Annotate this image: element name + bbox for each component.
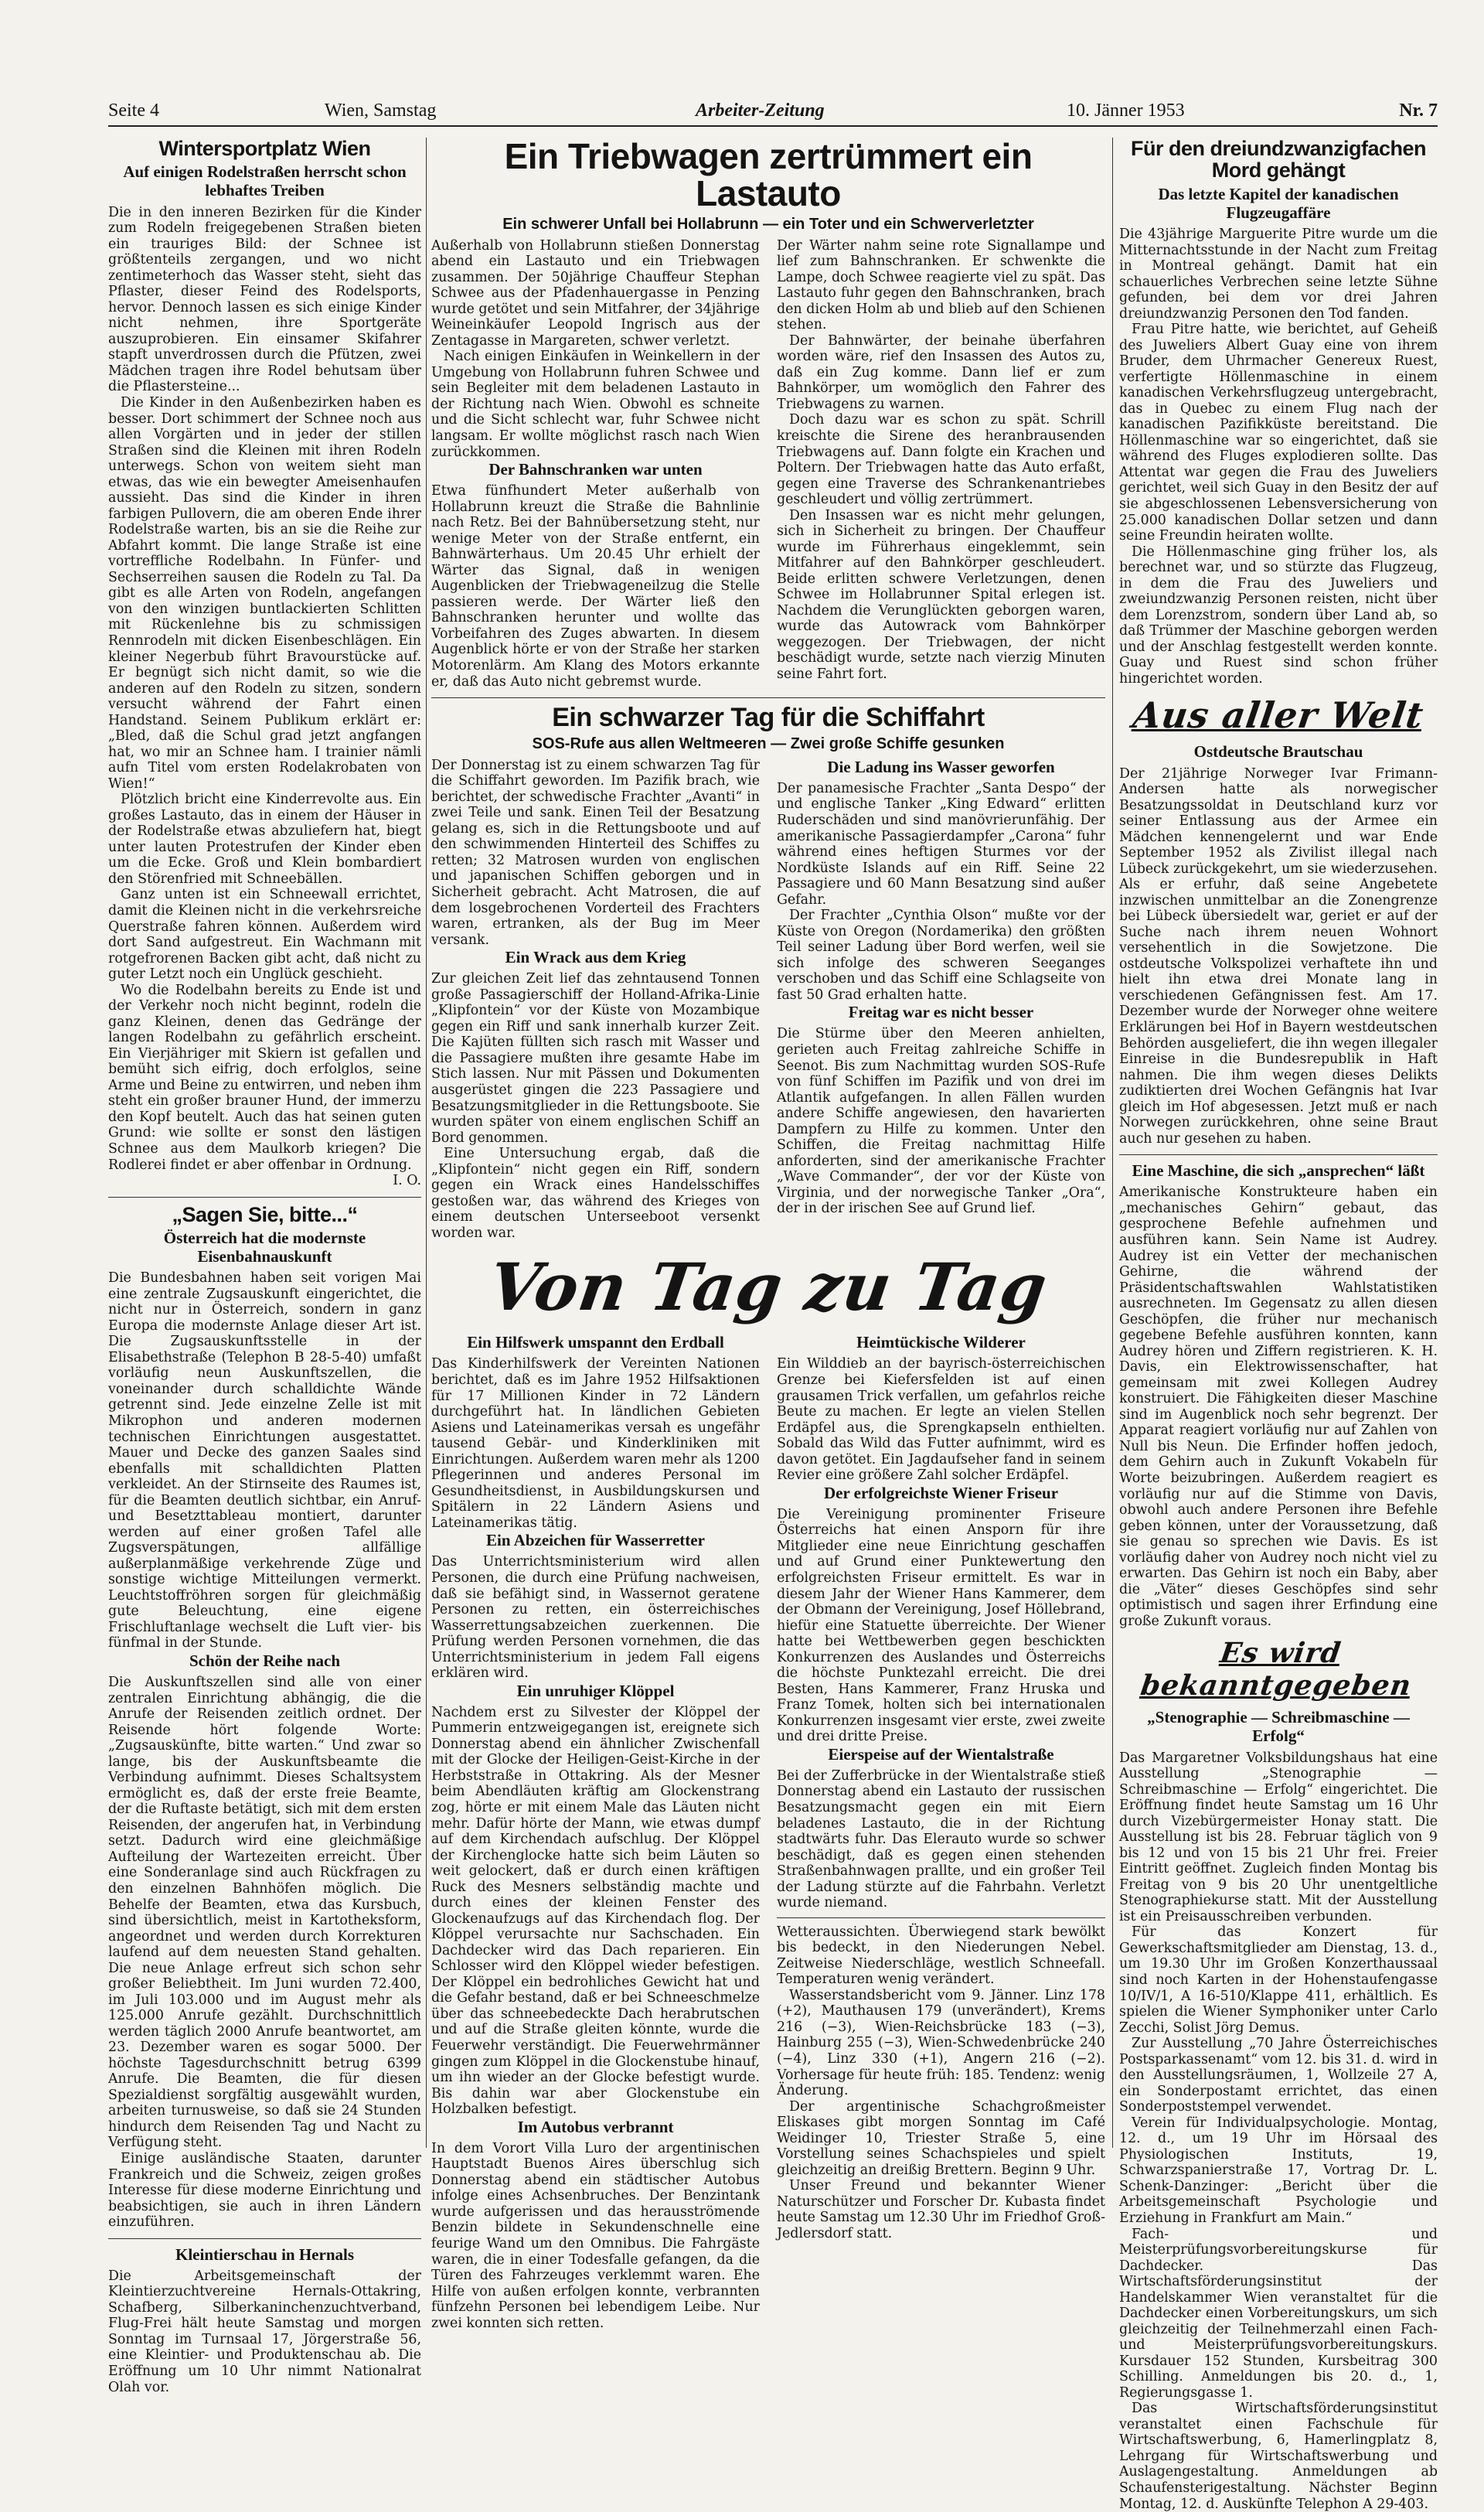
paragraph: Die Auskunftszellen sind alle von einer zentralen Einrichtung abhängig, die die Anrufe der Reisenden zeitlich ordnet. Der Reisende hört folgende Worte: „Zugsauskünfte, bitte warten.“ Und zwar so lange, bis der Auskunftsbeamte die Verbindung aufnimmt. Dieses Schaltsystem ermöglicht es, daß der erste freie Beamte, der die Ruftaste betätigt, sich mit dem ersten Reisenden, der angerufen hat, in Verbindung setzt. Dadurch wird eine gleichmäßige Aufteilung der Wartezeiten erreicht. Über eine Sonderanlage sind auch Rückfragen zu den einzelnen Bahnhöfen möglich. Die Behelfe der Beamten, etwa das Kursbuch, sind übersichtlich, meist in Kartotheksform, angeordnet und werden durch Korrekturen laufend auf dem neuesten Stand gehalten. Die neue Anlage erfreut sich schon sehr großer Beliebtheit. Im Juni wurden 72.400, im Juli 103.000 und im August mehr als 125.000 Anrufe gezählt. Durchschnittlich werden täglich 2000 Anrufe beantwortet, am 23. Dezember waren es sogar 5000. Der höchste Tagesdurchschnitt betrug 6399 Anrufe. Die Beamten, die für diesen Spezialdienst sorgfältig ausgewählt wurden, arbeiten turnusweise, so daß sie 24 Stunden hindurch dem Reisenden Tag und Nacht zu Verfügung steht. — [108, 1675, 421, 2151]
paragraph: Der Donnerstag ist zu einem schwarzen Tag für die Schiffahrt geworden. Im Pazifik brach, wie berichtet, der schwedische Frachter „Avanti“ in zwei Teile und sank. Einen Teil der Besatzung gelang es, sich in die Rettungsboote und auf den schwimmenden Hinterteil des Schiffes zu retten; 32 Matrosen wurden von englischen und japanischen Schiffen geborgen und in Sicherheit gebracht. Acht Matrosen, die auf dem losgebrochenen Vorderteil des Frachters waren, ertranken, als der Bug im Meer versank. — [431, 757, 760, 948]
headline: Ostdeutsche Brautschau — [1193, 742, 1363, 762]
page-number: Seite 4 — [108, 101, 159, 121]
paragraph: Fach- und Meisterprüfungsvorbereitungskurse für Dachdecker. Das Wirtschaftsförderungsinstitut der Handelskammer Wien veranstaltet für die Dachdecker einen Vorbereitungskurs, um sich gleichzeitig der Teilnehmerzahl einen Fach- und Meisterprüfungsvorbereitungskurs. Kursdauer 152 Stunden, Kursbeitrag 300 Schilling. Anmeldungen bis 20. d., 1, Regierungsgasse 1. — [1119, 2226, 1438, 2401]
paragraph: Ein Wilddieb an der bayrisch-österreichischen Grenze bei Kiefersfelden ist auf einen grausamen Trick verfallen, um gefahrlos reiche Beute zu machen. Er legte an vielen Stellen Erdäpfel aus, die Sprengkapseln enthielten. Sobald das Wild das Futter aufnimmt, wird es davon getötet. Ein Jagdaufseher fand in seinem Revier eine größere Zahl solcher Erdäpfel. — [777, 1356, 1105, 1484]
paragraph: Das Wirtschaftsförderungsinstitut veranstaltet einen Fachschule für Wirtschaftswerbung, 6, Hamerlingplatz 8, Lehrgang für Wirtschaftswerbung und Auslagengestaltung. Anmeldungen ab Schaufensterigestaltung. Nächster Beginn Montag, 12. d. Auskünfte Telephon A 29-403. — [1119, 2401, 1438, 2512]
paragraph: Verein für Individualpsychologie. Montag, 12. d., um 19 Uhr im Hörsaal des Physiologischen Instituts, 19, Schwarzspanierstraße 17, Vortrag Dr. L. Schenk-Danzinger: „Bericht über die Arbeitsgemeinschaft Psychologie und Erziehung in Frankfurt am Main.“ — [1119, 2115, 1438, 2226]
column-divider — [426, 138, 427, 2148]
paragraph: Wo die Rodelbahn bereits zu Ende ist und der Verkehr noch nicht beginnt, rodeln die ganz Kleinen, denen das Gedränge der langen Rodelbahn zu gefährlich erscheint. Ein Vierjähriger mit Skiern ist gefallen und bemüht sich eifrig, doch erfolglos, seine Arme und Beine zu entwirren, und neben ihm steht ein großer brauner Hund, der immerzu den Kopf beutelt. Auch das hat seinen guten Grund: wie sollte er sonst den lästigen Schnee aus dem Maulkorb kriegen? Die Rodlerei findet er aber offenbar in Ordnung. — [108, 982, 421, 1173]
paragraph: Der Frachter „Cynthia Olson“ mußte vor der Küste von Oregon (Nordamerika) den größten Teil seiner Ladung über Bord werfen, weil sie sich infolge des schweren Seeganges verschoben und das Schiff eine Schlagseite von fast 50 Grad erhalten hatte. — [777, 908, 1105, 1003]
subheadline: Auf einigen Rodelstraßen herrscht schon lebhaftes Treiben — [123, 162, 407, 200]
article-sagen-sie-bitte — [108, 1204, 421, 2231]
headline: Heimtückische Wilderer — [856, 1333, 1026, 1352]
paragraph: Außerhalb von Hollabrunn stießen Donnerstag abend ein Lastauto und ein Triebwagen zusammen. Der 50jährige Chauffeur Stephan Schwee aus der Pfadenhauergasse in Penzing wurde getötet und sein Mitfahrer, der 34jährige Weineinkäufer Leopold Ingrisch aus der Zentagasse in Margareten, schwer verletzt. — [431, 237, 760, 349]
paragraph: Amerikanische Konstrukteure haben ein „mechanisches Gehirn“ gebaut, das gesprochene Befehle aufnehmen und ausführen kann. Sein Name ist Audrey. Audrey ist ein Vetter der mechanischen Gehirne, die während der Präsidentschaftswahlen Wahlstatistiken ausrechneten. Im Gegensatz zu allen diesen Geschöpfen, die früher nur mechanisch gegebene Befehle ausführen konnten, kann Audrey hören und Ziffern registrieren. K. H. Davis, ein Elektrowissenschafter, hat gemeinsam mit zwei Kollegen Audrey konstruiert. Die Fähigkeiten dieser Maschine sind im Augenblick noch sehr begrenzt. Der Apparat reagiert vorläufig nur auf Zahlen von Null bis Neun. Die Erfinder hoffen jedoch, dem Gehirn auch in Zukunft Vokabeln für Worte beizubringen. Außerdem reagiert es vorläufig nur auf die Stimme von Davis, obwohl auch andere Personen ihre Befehle geben können, unter der Voraussetzung, daß sie genau so sprechen wie Davis. Es ist vorläufig daher von Audrey noch nicht viel zu erwarten. Das Gehirn ist noch ein Baby, aber die „Väter“ dieses Geschöpfes sind sehr optimistisch und sagen ihrer Erfindung eine große Zukunft voraus. — [1119, 1184, 1438, 1629]
headline: Ein Hilfswerk umspannt den Erdball — [467, 1333, 724, 1352]
paragraph: Das Margaretner Volksbildungshaus hat eine Ausstellung „Stenographie — Schreibmaschine — Erfolg“ eingerichtet. Die Eröffnung findet heute Samstag um 16 Uhr durch Vizebürgermeister Honay statt. Die Ausstellung ist bis 28. Februar täglich von 9 bis 12 und von 15 bis 21 Uhr frei. Freier Eintritt geöffnet. Zugleich finden Montag bis Freitag von 9 bis 20 Uhr unentgeltliche Stenographiekurse statt. Mit der Ausstellung ist ein Preisausschreiben verbunden. — [1119, 1750, 1438, 1924]
paragraph: Zur Ausstellung „70 Jahre Österreichisches Postsparkassenamt“ vom 12. bis 31. d. wird in den Ausstellungsräumen, 1, Wollzeile 27 A, ein Sonderpostamt errichtet, das einen Sonderpoststempel verwendet. — [1119, 2036, 1438, 2115]
paragraph: Eine Untersuchung ergab, daß die „Klipfontein“ nicht gegen ein Riff, sondern gegen ein Wrack eines Handelsschiffes gestoßen war, das während des Krieges von einem deutschen Unterseeboot versenkt worden war. — [431, 1146, 760, 1241]
paragraph: Der Wärter nahm seine rote Signallampe und lief zum Bahnschranken. Er schwenkte die Lampe, doch Schwee reagierte viel zu spät. Das Lastauto fuhr gegen den Bahnschranken, brach den dicken Holm ab und blieb auf den Schienen stehen. — [777, 237, 1105, 333]
signature: I. O. — [393, 1173, 421, 1189]
headline: „Sagen Sie, bitte...“ — [172, 1202, 358, 1226]
paragraph: Der Bahnwärter, der beinahe überfahren worden wäre, rief den Insassen des Autos zu, daß ein Zug komme. Dann lief er zum Bahnkörper, um womöglich den Fahrer des Triebwagens zu warnen. — [777, 332, 1105, 412]
water-level-report: Wasserstandsbericht vom 9. Jänner. Linz 178 (+2), Mauthausen 179 (unverändert), Krems 216 (−3), Wien-Reichsbrücke 183 (−3), Hainburg 255 (−3), Wien-Schwedenbrücke 240 (−4), Linz 330 (+1), Angern 216 (−2). Vorhersage für heute früh: 185. Tendenz: wenig Änderung. — [777, 1987, 1105, 2099]
paragraph: Doch dazu war es schon zu spät. Schrill kreischte die Sirene des heranbrausenden Triebwagens auf. Dann folgte ein Krachen und Poltern. Der Triebwagen hatte das Auto erfaßt, gegen eine Traverse des Schrankenantriebes geschleudert und völlig zertrümmert. — [777, 412, 1105, 508]
dateline-city: Wien, Samstag — [325, 101, 437, 121]
paragraph: Plötzlich bricht eine Kinderrevolte aus. Ein großes Lastauto, das in einem der Häuser in der Rodelstraße etwas abzuliefern hat, biegt unter lauten Protestrufen der Kinder eben um die Ecke. Groß und Klein bombardiert den Störenfried mit Schneebällen. — [108, 792, 421, 887]
paragraph: Die Bundesbahnen haben seit vorigen Mai eine zentrale Zugsauskunft eingerichtet, die nicht nur in Österreich, sondern in ganz Europa die modernste Anlage dieser Art ist. Die Zugsauskunftsstelle in der Elisabethstraße (Telephon B 28-5-40) umfaßt vorläufig neun Auskunftszellen, die voneinander durch schalldichte Wände getrennt sind. Jede einzelne Zelle ist mit Mikrophon und anderen modernen technischen Einrichtungen ausgestattet. Mauer und Decke des ganzen Saales sind ebenfalls mit schalldichten Platten verkleidet. An der Stirnseite des Raumes ist, für die Beamten deutlich sichtbar, ein Anruf- und Besetzttableau montiert, darunter werden auf einer großen Tafel alle Zugsverspätungen, allfällige außerplanmäßige verkehrende Züge und sonstige wichtige Mitteilungen vermerkt. Leuchtstoffröhren sorgen für gleichmäßig gute Beleuchtung, eine eigene Frischluftanlage wechselt die Luft vier- bis fünfmal in der Stunde. — [108, 1270, 421, 1651]
headline: Ein unruhiger Klöppel — [516, 1681, 675, 1700]
headline: Wintersportplatz Wien — [158, 137, 371, 160]
article-schiffahrt — [431, 704, 1105, 1241]
article-kleintierschau — [108, 2245, 421, 2395]
paragraph: Den Insassen war es nicht mehr gelungen, sich in Sicherheit zu bringen. Der Chauffeur wurde im Führerhaus eingeklemmt, sein Mitfahrer auf den Bahnkörper geschleudert. Beide erlitten schwere Verletzungen, denen Schwee im Hollabrunner Spital erlegen ist. Nachdem die Verunglückten geborgen waren, wurde das Autowrack vom Bahnkörper weggezogen. Der Triebwagen, der nicht beschädigt wurde, setzte nach vierzig Minuten seine Fahrt fort. — [777, 507, 1105, 682]
paragraph: Einige ausländische Staaten, darunter Frankreich und die Schweiz, zeigen großes Interesse für diese moderne Einrichtung und beabsichtigen, sie auch in ihren Ländern einzuführen. — [108, 2151, 421, 2231]
subheadline: Das letzte Kapitel der kanadischen Flugzeugaffäre — [1158, 184, 1399, 222]
headline: Ein Abzeichen für Wasserretter — [486, 1531, 705, 1550]
section-heading: Ein Wrack aus dem Krieg — [505, 948, 686, 967]
issue-date: 10. Jänner 1953 — [1067, 101, 1185, 121]
paragraph: In dem Vorort Villa Luro der argentinischen Hauptstadt Buenos Aires überschlug sich Donnerstag abend ein städtischer Autobus infolge eines Achsenbruches. Der Benzintank wurde aufgerissen und das herausströmende Benzin bildete in Sekundenschnelle eine feurige Wand um den Omnibus. Die Fahrgäste waren, die in einer Todesfalle gefangen, da die Türen des Fahrzeuges verklemmt waren. Ehe Hilfe von außen erfolgen konnte, verbrannten fünfzehn Personen bei lebendigem Leibe. Nur zwei konnten sich retten. — [431, 2140, 760, 2331]
article-mord — [1119, 138, 1438, 687]
issue-number: Nr. 7 — [1399, 101, 1438, 121]
headline: Für den dreiundzwanzigfachen Mord gehängt — [1130, 137, 1427, 182]
headline: „Stenographie — Schreibmaschine — Erfolg“ — [1147, 1708, 1410, 1746]
section-von-tag-zu-tag — [431, 1333, 1105, 2331]
section-heading: Schön der Reihe nach — [189, 1651, 341, 1670]
section-banner-aus-aller-welt: Aus aller Welt — [1130, 694, 1427, 737]
section-heading: Freitag war es nicht besser — [848, 1003, 1034, 1022]
section-heading: Die Ladung ins Wasser geworfen — [827, 757, 1055, 776]
paragraph: Etwa fünfhundert Meter außerhalb von Hollabrunn kreuzt die Straße die Bahnlinie nach Retz. Bei der Bahnübersetzung steht, nur wenige Meter von der Straße entfernt, ein Bahnwärterhaus. Um 20.45 Uhr erhielt der Wärter das Signal, daß in wenigen Augenblicken der Triebwageneilzug die Stelle passieren werde. Der Wärter ließ den Bahnschranken herunter und wollte das Vorbeifahren des Zuges abwarten. In diesem Augenblick hörte er von der Straße her starken Motorenlärm. Am Klang des Motors erkannte er, daß das Auto nicht gebremst wurde. — [431, 483, 760, 690]
divider — [1119, 1154, 1438, 1155]
paragraph: Nach einigen Einkäufen in Weinkellern in der Umgebung von Hollabrunn fuhren Schwee und sein Begleiter mit dem beladenen Lastauto in der Richtung nach Wien. Obwohl es schneite und die Sicht schlecht war, fuhr Schwee nicht langsam. Er wollte möglichst rasch nach Wien zurückkommen. — [431, 349, 760, 460]
headline: Im Autobus verbrannt — [517, 2117, 674, 2136]
article-brautschau — [1119, 742, 1438, 1147]
headline: Der erfolgreichste Wiener Friseur — [823, 1483, 1059, 1502]
section-banner-bekanntgegeben: Es wird bekanntgegeben — [1139, 1637, 1414, 1703]
paragraph: Die in den inneren Bezirken für die Kinder zum Rodeln freigegebenen Straßen bieten ein trauriges Bild: der Schnee ist größtenteils zergangen, und wo nicht zentimeterhoch das Wasser steht, sieht das Pflaster, dieser Feind des Rodelsports, hervor. Dennoch lassen es sich einige Kinder nicht nehmen, ihre Sportgeräte auszuprobieren. Ein einsamer Skifahrer stapft unverdrossen durch die Pfützen, zwei Mädchen tragen ihre Rodel behutsam über die Pflastersteine... — [108, 204, 421, 395]
paragraph: Das Unterrichtsministerium wird allen Personen, die durch eine Prüfung nachweisen, daß sie befähigt sind, in Wassernot geratene Personen zu retten, ein österreichisches Wasserrettungsabzeichen zuerkennen. Die Prüfung werden Personen vornehmen, die das Unterrichtsministerium in jedem Fall eigens erklären wird. — [431, 1554, 760, 1682]
newspaper-title: Arbeiter-Zeitung — [696, 101, 825, 121]
paragraph: Die 43jährige Marguerite Pitre wurde um die Mitternachtsstunde in der Nacht zum Freitag in Montreal gehängt. Damit hat ein schauerliches Verbrechen seine letzte Sühne gefunden, bei dem vor drei Jahren dreiundzwanzig Personen den Tod fanden. — [1119, 226, 1438, 322]
article-maschine — [1119, 1161, 1438, 1629]
section-heading: Der Bahnschranken war unten — [488, 460, 703, 479]
headline: Kleintierschau in Hernals — [175, 2244, 354, 2264]
paragraph: Bei der Zufferbrücke in der Wientalstraße stieß Donnerstag abend ein Lastauto der russischen Besatzungsmacht gegen ein mit Eiern beladenes Lastauto, die in der Richtung stadtwärts fuhr. Das Elerauto wurde so schwer beschädigt, daß es gegen einen stehenden Straßenbahnwagen prallte, und ein großer Teil der Ladung stürzte auf die Fahrbahn. Verletzt wurde niemand. — [777, 1767, 1105, 1911]
paragraph: Frau Pitre hatte, wie berichtet, auf Geheiß des Juweliers Albert Guay eine von ihrem Bruder, dem Uhrmacher Genereux Ruest, verfertigte Höllenmaschine in einem kanadischen Verkehrsflugzeug untergebracht, das in Quebec zu einem Flug nach der kanadischen Pazifikküste bereitstand. Die Höllenmaschine war so eingerichtet, daß sie während des Fluges explodieren sollte. Das Attentat war gegen die Frau des Juweliers gerichtet, weil sich Guay in den Besitz der auf sie abgeschlossenen Lebensversicherung von 25.000 kanadischen Dollar setzen und dann seine Freundin heiraten wollte. — [1119, 322, 1438, 544]
paragraph: Für das Konzert für Gewerkschaftsmitglieder am Dienstag, 13. d., um 19.30 Uhr im Großen Konzerthaussaal sind noch Karten in der Hohenstaufengasse 10/IV/1, A 16-510/Klappe 411, erhältlich. Es spielen die Wiener Symphoniker unter Carlo Zecchi, Solist Jörg Demus. — [1119, 1924, 1438, 2036]
headline: Ein schwarzer Tag für die Schiffahrt — [552, 703, 985, 733]
subheadline: Österreich hat die modernste Eisenbahnauskunft — [163, 1228, 366, 1266]
paragraph: Die Höllenmaschine ging früher los, als berechnet war, und so stürzte das Flugzeug, in dem die Frau des Juweliers und zweiundzwanzig Personen reisten, nicht über dem Lorenzstrom, sondern über Land ab, so daß Trümmer der Maschine geborgen werden und der Anschlag festgestellt werden konnte. Guay und Ruest sind schon früher hingerichtet worden. — [1119, 544, 1438, 687]
subheadline: SOS-Rufe aus allen Weltmeeren — Zwei große Schiffe gesunken — [532, 735, 1005, 752]
paragraph: Das Kinderhilfswerk der Vereinten Nationen berichtet, daß es im Jahre 1952 Hilfsaktionen für 17 Millionen Kinder in 72 Ländern durchgeführt hat. In ländlichen Gebieten Asiens und Lateinamerikas versah es ungefähr tausend Gebär- und Kinderkliniken mit Einrichtungen. Außerdem waren mehr als 1200 Pflegerinnen und anderes Personal im Gesundheitsdienst, in Ausbildungskursen und Spitälern in 22 Ländern Asiens und Lateinamerikas tätig. — [431, 1356, 760, 1531]
divider — [108, 2238, 421, 2239]
column-divider — [1112, 138, 1113, 2148]
column-right — [1119, 137, 1438, 2512]
subheadline: Ein schwerer Unfall bei Hollabrunn — ein Toter und ein Schwerverletzter — [502, 215, 1034, 233]
article-triebwagen — [431, 138, 1105, 690]
divider — [431, 697, 1105, 698]
paragraph: Ganz unten ist ein Schneewall errichtet, damit die Kleinen nicht in die verkehrsreiche Querstraße fahren können. Außerdem wird dort Sand aufgestreut. Ein Wachmann mit rotgefrorenen Backen gibt acht, daß nicht zu guter Letzt noch ein Unglück geschieht. — [108, 887, 421, 983]
paragraph: Der 21jährige Norweger Ivar Frimann-Andersen hatte als norwegischer Besatzungssoldat in Deutschland kurz vor seiner Entlassung aus der Armee ein Mädchen kennengelernt und war Ende September 1952 als Zivilist illegal nach Lübeck zurückgekehrt, um sie wiederzusehen. Als er erfuhr, daß seine Angebetete inzwischen unmittelbar an die Zonengrenze bei Lübeck übersiedelt war, geriet er auf der Suche nach ihrem neuen Wohnort versehentlich in die Sowjetzone. Die ostdeutsche Volkspolizei verhaftete ihn und hielt ihn etwa drei Monate lang in verschiedenen Gefängnissen fest. Am 17. Dezember wurde der Norweger ohne weitere Erklärungen bei Hof in Bayern westdeutschen Behörden ausgeliefert, die ihn wegen illegaler Einreise in die Bundesrepublik in Haft nahmen. Die ihm wegen dieses Delikts zudiktierten drei Wochen Gefängnis hat Ivar gleich im Hof abgesessen. Jetzt muß er nach Norwegen zurückkehren, ohne seine Braut auch nur gesehen zu haben. — [1119, 765, 1438, 1147]
column-left — [108, 137, 421, 2395]
paragraph: Die Stürme über den Meeren anhielten, gerieten auch Freitag zahlreiche Schiffe in Seenot. Bis zum Nachmittag wurden SOS-Rufe von fünf Schiffen im Pazifik und von drei im Atlantik aufgefangen. In allen Fällen wurden andere Schiffe angewiesen, den havarierten Dampfern zu Hilfe zu kommen. Unter den Schiffen, die Freitag nachmittag Hilfe anforderten, sind der amerikanische Frachter „Wave Commander“, der vor der Küste von Virginia, und der norwegische Tanker „Ora“, der in der irischen See auf Grund lief. — [777, 1026, 1105, 1217]
headline: Eine Maschine, die sich „ansprechen“ läßt — [1132, 1161, 1425, 1181]
masthead — [108, 99, 1438, 127]
article-wintersport — [108, 138, 421, 1189]
divider — [777, 1917, 1105, 1918]
section-banner-von-tag-zu-tag: Von Tag zu Tag — [484, 1249, 1053, 1326]
paragraph: Die Kinder in den Außenbezirken haben es besser. Dort schimmert der Schnee noch aus allen Vorgärten und in jeder der stillen Straßen sind die Kleinen mit ihren Rodeln unterwegs. Schon von weitem sieht man etwas, das wie ein bewegter Ameisenhaufen aussieht. Das sind die Kinder in ihren farbigen Pullovern, die am oberen Ende ihrer Rodelstraße warten, bis an sie die Reihe zur Abfahrt kommt. Die lange Straße ist eine vortreffliche Rodelbahn. In Fünfer- und Sechserreihen sausen die Rodeln zu Tal. Da gibt es alle Arten von Rodeln, angefangen von den winzigen buntlackierten Schlitten mit Rückenlehne bis zu schmissigen Rennrodeln mit dicken Eisenbeschlägen. Ein kleiner Negerbub führt Bravourstücke auf. Er begnügt sich nicht damit, so wie die anderen auf den Rodeln zu sitzen, sondern versucht während der Fahrt einen Handstand. Seinem Publikum erklärt er: „Bled, daß die Schul grad jetzt angfangen hat, wo mir an Schnee ham. I trainier nämli aufn Titel vom ersten Rodelakrobaten von Wien!“ — [108, 395, 421, 792]
divider — [108, 1197, 421, 1198]
notice: Der argentinische Schachgroßmeister Eliskases gibt morgen Sonntag im Café Weidinger 10, Triester Straße 5, eine Vorstellung seines Schachspieles und spielt gleichzeitig an dreißig Brettern. Beginn 9 Uhr. — [777, 2098, 1105, 2178]
headline: Eierspeise auf der Wientalstraße — [828, 1744, 1054, 1764]
paragraph: Der panamesische Frachter „Santa Despo“ der und englische Tanker „King Edward“ erlitten Ruderschäden und sind manövrierunfähig. Der amerikanische Passagierdampfer „Carona“ fuhr während eines heftigen Sturmes vor der Nordküste Islands auf ein Riff. Seine 22 Passagiere und 60 Mann Besatzung sind außer Gefahr. — [777, 780, 1105, 908]
weather-report: Wetteraussichten. Überwiegend stark bewölkt bis bedeckt, in den Niederungen Nebel. Zeitweise Niederschläge, westlich Schneefall. Temperaturen wenig verändert. — [777, 1924, 1105, 1988]
paragraph: Die Vereinigung prominenter Friseure Österreichs hat einen Ansporn für ihre Mitglieder eine neue Einrichtung geschaffen und auf Grund einer Punktewertung den erfolgreichsten Friseur ermittelt. Es war in diesem Jahr der Wiener Hans Kammerer, dem der Obmann der Vereinigung, Josef Höllebrand, hiefür eine Statuette überreichte. Der Wiener hatte bei Wettbewerben gegen beschickten Konkurrenzen des Auslandes und Österreichs die höchste Punktezahl erreicht. Die drei Besten, Hans Kammerer, Franz Hruska und Franz Tomek, holten sich bei internationalen Konkurrenzen insgesamt vier erste, zwei zweite und drei dritte Preise. — [777, 1506, 1105, 1745]
paragraph: Zur gleichen Zeit lief das zehntausend Tonnen große Passagierschiff der Holland-Afrika-Linie „Klipfontein“ vor der Küste von Mozambique gegen ein Riff und sank innerhalb kurzer Zeit. Die Kajüten füllten sich rasch mit Wasser und die Passagiere mußten ihre gesamte Habe im Stich lassen. Nur mit Pässen und Dokumenten ausgerüstet gingen die 223 Passagiere und Besatzungsmitglieder in die Rettungsboote. Sie wurden später von einem englischen Schiff an Bord genommen. — [431, 971, 760, 1146]
headline: Ein Triebwagen zertrümmert ein Lastauto — [504, 136, 1033, 214]
article-notices — [1119, 1708, 1438, 2512]
notice: Unser Freund und bekannter Wiener Naturschützer und Forscher Dr. Kubasta findet heute Samstag um 12.30 Uhr im Friedhof Groß-Jedlersdorf statt. — [777, 2178, 1105, 2241]
paragraph: Nachdem erst zu Silvester der Klöppel der Pummerin entzweigegangen ist, ereignete sich Donnerstag abend ein ähnlicher Zwischenfall mit der Glocke der Heiligen-Geist-Kirche in der Herbststraße in Ottakring. Als der Mesner beim Abendläuten kräftig am Glockenstrang zog, hörte er mit einem Male das Läuten nicht mehr. Dafür hörte der Mann, wie etwas dumpf auf dem Kirchendach aufschlug. Der Klöppel der Kirchenglocke hatte sich beim Läuten so weit gelockert, daß er durch einen kräftigen Ruck des Mesners selbständig machte und durch eines der kleinen Fenster des Glockenaufzugs auf das Kirchendach flog. Der Klöppel verursachte nur Sachschaden. Ein Dachdecker wird das Dach reparieren. Ein Schlosser wird den Klöppel wieder befestigen. Der Klöppel ein bedrohliches Gewicht hat und die Gefahr bestand, daß er bei Schneeschmelze über das schneebedeckte Dach herabrutschen und auf die Straße gleiten könnte, wurde die Feuerwehr verständigt. Die Feuerwehrmänner gingen zum Klöppel in die Glockenstube hinauf, um ihn wieder an der Glocke befestigt wurde. Bis dahin war aber Glockenstube ein Holzbalken befestigt. — [431, 1704, 760, 2118]
column-center — [431, 136, 1105, 2331]
paragraph: Die Arbeitsgemeinschaft der Kleintierzuchtvereine Hernals-Ottakring, Schafberg, Silberkaninchenzuchtverband, Flug-Frei hält heute Samstag und morgen Sonntag im Turnsaal 17, Jörgerstraße 56, eine Kleintier- und Produktenschau ab. Die Eröffnung um 10 Uhr nimmt Nationalrat Olah vor. — [108, 2268, 421, 2395]
